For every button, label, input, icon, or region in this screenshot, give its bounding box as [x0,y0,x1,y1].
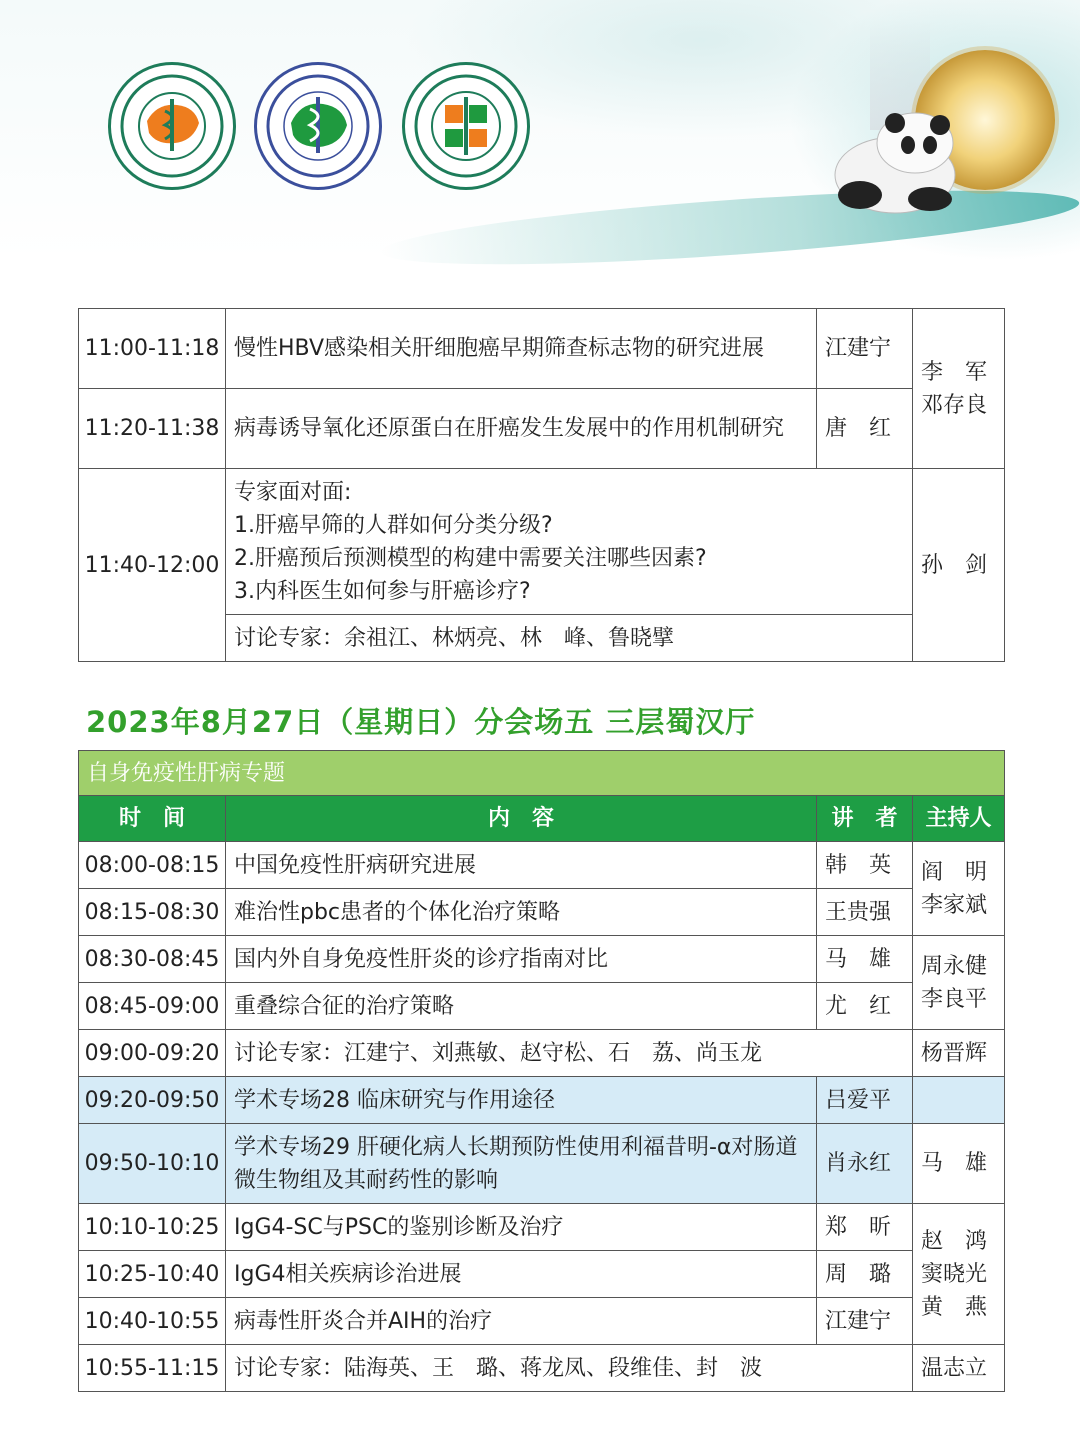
time-cell: 10:55-11:15 [79,1345,226,1392]
host-name: 李家斌 [921,892,988,918]
host-name: 李良平 [921,986,988,1012]
content-cell: 慢性HBV感染相关肝细胞癌早期筛查标志物的研究进展 [226,309,817,389]
table-row [79,936,1005,983]
host-cell [913,842,1005,936]
speaker-cell: 肖永红 [817,1124,913,1204]
topic-title: 自身免疫性肝病专题 [79,751,1005,796]
host-name: 阎 明 [921,859,988,885]
speaker-cell: 郑 昕 [817,1204,913,1251]
speaker-cell: 吕爱平 [817,1077,913,1124]
speaker-cell: 韩 英 [817,842,913,889]
host-cell: 杨晋辉 [913,1030,1005,1077]
table-row [79,983,1005,1030]
host-cell [913,936,1005,1030]
section-title: 2023年8月27日（星期日）分会场五 三层蜀汉厅 [86,705,756,739]
host-name: 赵 鸿 [921,1228,988,1254]
host-cell [913,309,1005,469]
topic-row [79,751,1005,796]
table-row [79,1251,1005,1298]
speaker-cell: 江建宁 [817,309,913,389]
discussion-cell: 讨论专家：陆海英、王 璐、蒋龙凤、段维佳、封 波 [226,1345,913,1392]
time-cell: 09:50-10:10 [79,1124,226,1204]
time-cell: 08:45-09:00 [79,983,226,1030]
discussion-cell: 讨论专家：江建宁、刘燕敏、赵守松、石 荔、尚玉龙 [226,1030,913,1077]
time-cell: 11:40-12:00 [79,469,226,662]
speaker-cell: 尤 红 [817,983,913,1030]
host-cell: 孙 剑 [913,469,1005,662]
content-cell: 重叠综合征的治疗策略 [226,983,817,1030]
panel-topic-cell [226,469,913,615]
panel-line: 1.肝癌早筛的人群如何分类分级? [234,512,553,538]
content-cell: 难治性pbc患者的个体化治疗策略 [226,889,817,936]
speaker-cell: 唐 红 [817,389,913,469]
time-cell: 09:20-09:50 [79,1077,226,1124]
host-name: 黄 燕 [921,1294,988,1320]
table-row [79,1345,1005,1392]
host-cell [913,1077,1005,1124]
host-name: 周永健 [921,953,988,979]
table-row [79,389,1005,469]
content-cell: 病毒诱导氧化还原蛋白在肝癌发生发展中的作用机制研究 [226,389,817,469]
table-row [79,842,1005,889]
chinese-society-infectious-diseases-logo [402,62,530,190]
table-row [79,1298,1005,1345]
header-host: 主持人 [913,796,1005,842]
time-cell: 08:15-08:30 [79,889,226,936]
host-cell: 温志立 [913,1345,1005,1392]
table-row [79,1124,1005,1204]
host-name: 窦晓光 [921,1261,988,1287]
panda-mascot-image [800,95,970,225]
content-cell: 中国免疫性肝病研究进展 [226,842,817,889]
content-cell: 国内外自身免疫性肝炎的诊疗指南对比 [226,936,817,983]
content-cell: 学术专场28 临床研究与作用途径 [226,1077,817,1124]
table-row [79,1204,1005,1251]
host-cell [913,1204,1005,1345]
table-row [79,1030,1005,1077]
schedule-table-autoimmune [78,750,1005,1392]
time-cell: 08:30-08:45 [79,936,226,983]
speaker-cell: 江建宁 [817,1298,913,1345]
panel-line: 3.内科医生如何参与肝癌诊疗? [234,578,531,604]
time-cell: 10:40-10:55 [79,1298,226,1345]
speaker-cell: 周 璐 [817,1251,913,1298]
header-content: 内 容 [226,796,817,842]
host-name: 邓存良 [921,392,988,418]
panel-line: 2.肝癌预后预测模型的构建中需要关注哪些因素? [234,545,707,571]
panel-line: 专家面对面: [234,479,352,505]
time-cell: 10:25-10:40 [79,1251,226,1298]
chinese-medical-association-logo [108,62,236,190]
header-speaker: 讲 者 [817,796,913,842]
content-cell: 学术专场29 肝硬化病人长期预防性使用利福昔明-α对肠道微生物组及其耐药性的影响 [226,1124,817,1204]
speaker-cell: 王贵强 [817,889,913,936]
host-name: 李 军 [921,359,988,385]
table-row [79,889,1005,936]
header-row [79,796,1005,842]
table-row [79,1077,1005,1124]
table-row [79,469,1005,615]
time-cell: 11:20-11:38 [79,389,226,469]
chinese-society-hepatology-logo [254,62,382,190]
time-cell: 09:00-09:20 [79,1030,226,1077]
speaker-cell: 马 雄 [817,936,913,983]
header-time: 时 间 [79,796,226,842]
discussion-cell: 讨论专家：余祖江、林炳亮、林 峰、鲁晓擘 [226,615,913,662]
time-cell: 11:00-11:18 [79,309,226,389]
host-cell: 马 雄 [913,1124,1005,1204]
time-cell: 08:00-08:15 [79,842,226,889]
table-row [79,309,1005,389]
content-cell: IgG4相关疾病诊治进展 [226,1251,817,1298]
content-cell: 病毒性肝炎合并AIH的治疗 [226,1298,817,1345]
content-cell: IgG4-SC与PSC的鉴别诊断及治疗 [226,1204,817,1251]
time-cell: 10:10-10:25 [79,1204,226,1251]
schedule-table-morning-continued [78,308,1005,662]
